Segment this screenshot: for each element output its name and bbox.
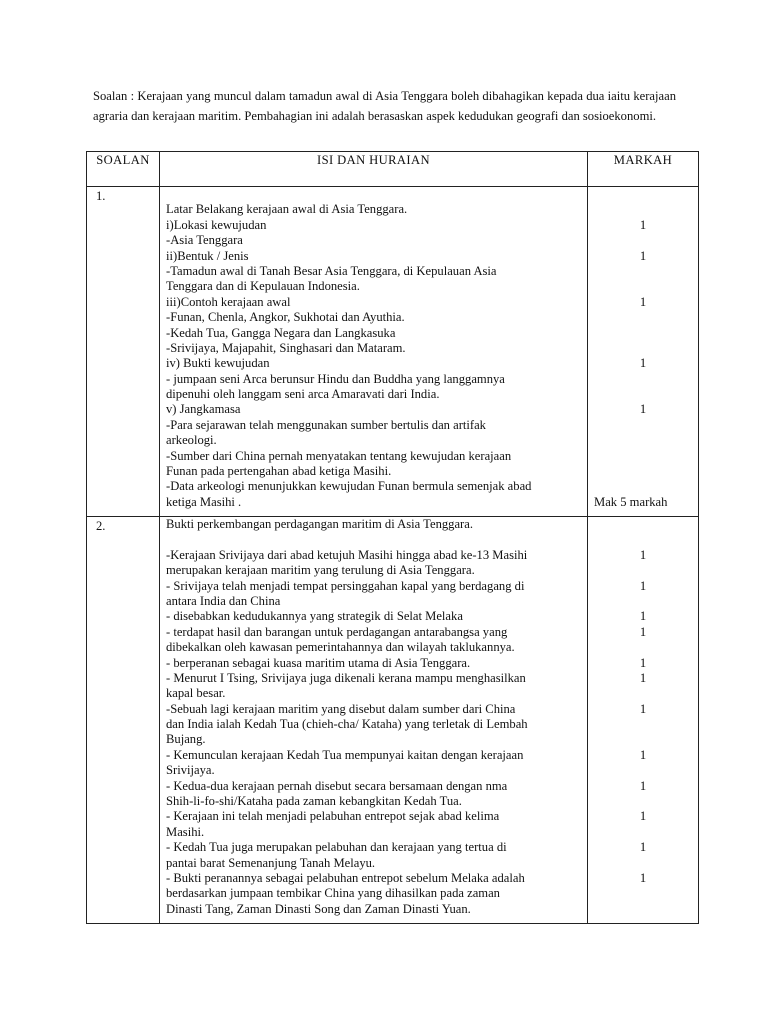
mark-value	[588, 202, 698, 217]
mark-value	[588, 563, 698, 578]
answer-line: - berperanan sebagai kuasa maritim utama di Asia Tenggara.	[166, 655, 471, 670]
answer-line: - Kedua-dua kerajaan pernah disebut secara bersamaan dengan nma	[166, 778, 508, 793]
mark-value: 1	[639, 870, 647, 885]
answer-line: -Kerajaan Srivijaya dari abad ketujuh Masihi hingga abad ke-13 Masihi	[166, 547, 528, 562]
answer-line: berdasarkan jumpaan tembikar China yang dihasilkan pada zaman	[166, 886, 500, 901]
mark-value	[588, 449, 698, 464]
mark-value	[588, 418, 698, 433]
answer-line: dipenuhi oleh langgam seni arca Amaravati dari India.	[166, 387, 440, 402]
answer-line: - terdapat hasil dan barangan untuk perdagangan antarabangsa yang	[166, 624, 508, 639]
mark-value	[588, 233, 698, 248]
header-soalan: SOALAN	[87, 152, 160, 187]
header-markah: MARKAH	[588, 152, 699, 187]
mark-value	[588, 763, 698, 778]
answer-line: merupakan kerajaan maritim yang terulung di Asia Tenggara.	[166, 563, 475, 578]
answer-line: -Asia Tenggara	[166, 233, 243, 248]
answer-line: - Kedah Tua juga merupakan pelabuhan dan kerajaan yang tertua di	[166, 840, 507, 855]
table-header-row	[87, 152, 699, 187]
mark-value	[588, 902, 698, 917]
mark-value	[588, 732, 698, 747]
mark-value	[588, 387, 698, 402]
answer-line: Funan pada pertengahan abad ketiga Masihi.	[166, 464, 392, 479]
mark-value: 1	[639, 356, 647, 371]
question-text: Soalan : Kerajaan yang muncul dalam tamadun awal di Asia Tenggara boleh dibahagikan kepada dua iaitu kerajaan agraria dan kerajaan maritim. Pembahagian ini adalah berasaskan aspek kedudukan geografi dan sosioekonomi.	[93, 89, 676, 123]
mark-value	[588, 279, 698, 294]
answer-line: -Data arkeologi menunjukkan kewujudan Funan bermula semenjak abad	[166, 479, 532, 494]
mark-value	[588, 433, 698, 448]
answer-content	[160, 187, 588, 517]
table-row	[87, 187, 699, 517]
mark-value	[588, 341, 698, 356]
mark-value	[588, 517, 698, 532]
answer-line: -Tamadun awal di Tanah Besar Asia Tenggara, di Kepulauan Asia	[166, 263, 497, 278]
marks-column	[588, 517, 699, 924]
mark-value	[588, 326, 698, 341]
answer-line	[166, 532, 581, 547]
answer-line: iii)Contoh kerajaan awal	[166, 294, 291, 309]
answer-line: Bujang.	[166, 732, 206, 747]
answer-line: Dinasti Tang, Zaman Dinasti Song dan Zaman Dinasti Yuan.	[166, 901, 471, 916]
answer-line: ketiga Masihi .	[166, 494, 242, 509]
answer-line: - jumpaan seni Arca berunsur Hindu dan Buddha yang langgamnya	[166, 371, 505, 386]
mark-value: 1	[639, 809, 647, 824]
mark-value	[588, 856, 698, 871]
mark-value: 1	[639, 655, 647, 670]
answer-line	[166, 187, 581, 202]
mark-value	[588, 187, 698, 202]
mark-value	[588, 686, 698, 701]
answer-line: Masihi.	[166, 824, 205, 839]
mark-value: 1	[639, 402, 647, 417]
answer-line: kapal besar.	[166, 686, 226, 701]
question-number: 2.	[87, 517, 160, 924]
answer-line: - Bukti peranannya sebagai pelabuhan entrepot sebelum Melaka adalah	[166, 870, 525, 885]
answer-line: -Funan, Chenla, Angkor, Sukhotai dan Ayuthia.	[166, 310, 405, 325]
answer-line: dibekalkan oleh kawasan pemerintahannya dan wilayah taklukannya.	[166, 640, 515, 655]
mark-value: 1	[639, 747, 647, 762]
mark-value	[588, 264, 698, 279]
answer-line: pantai barat Semenanjung Tanah Melayu.	[166, 855, 376, 870]
answer-scheme-table	[86, 151, 699, 924]
answer-line: iv) Bukti kewujudan	[166, 356, 270, 371]
mark-value: 1	[639, 248, 647, 263]
answer-line: - Srivijaya telah menjadi tempat persinggahan kapal yang berdagang di	[166, 578, 525, 593]
answer-line: - Menurut I Tsing, Srivijaya juga dikenali kerana mampu menghasilkan	[166, 670, 526, 685]
mark-value	[588, 479, 698, 494]
mark-value: 1	[639, 609, 647, 624]
answer-line: dan India ialah Kedah Tua (chieh-cha/ Kataha) yang terletak di Lembah	[166, 717, 528, 732]
answer-line: Srivijaya.	[166, 763, 215, 778]
answer-line: Latar Belakang kerajaan awal di Asia Tenggara.	[166, 202, 408, 217]
mark-value	[588, 717, 698, 732]
header-isi-huraian: ISI DAN HURAIAN	[160, 152, 588, 187]
mark-value	[588, 640, 698, 655]
answer-line: i)Lokasi kewujudan	[166, 217, 267, 232]
answer-line: ii)Bentuk / Jenis	[166, 248, 249, 263]
answer-line: - Kerajaan ini telah menjadi pelabuhan entrepot sejak abad kelima	[166, 809, 500, 824]
question-number: 1.	[87, 187, 160, 517]
mark-value: 1	[639, 778, 647, 793]
answer-line: Tenggara dan di Kepulauan Indonesia.	[166, 279, 360, 294]
answer-line: antara India dan China	[166, 593, 281, 608]
answer-content	[160, 517, 588, 924]
mark-value	[588, 794, 698, 809]
answer-line: -Sebuah lagi kerajaan maritim yang disebut dalam sumber dari China	[166, 701, 516, 716]
answer-line: -Srivijaya, Majapahit, Singhasari dan Mataram.	[166, 340, 406, 355]
mark-value: 1	[639, 578, 647, 593]
mark-value	[588, 825, 698, 840]
answer-line: Bukti perkembangan perdagangan maritim di Asia Tenggara.	[166, 517, 473, 531]
answer-line: v) Jangkamasa	[166, 402, 241, 417]
mark-value: 1	[639, 547, 647, 562]
mark-value	[588, 372, 698, 387]
answer-line: Shih-li-fo-shi/Kataha pada zaman kebangkitan Kedah Tua.	[166, 794, 462, 809]
mark-value	[588, 532, 698, 547]
answer-line: arkeologi.	[166, 433, 217, 448]
answer-line: - Kemunculan kerajaan Kedah Tua mempunyai kaitan dengan kerajaan	[166, 747, 524, 762]
answer-line: -Sumber dari China pernah menyatakan tentang kewujudan kerajaan	[166, 448, 512, 463]
mark-value: 1	[639, 624, 647, 639]
mark-value: 1	[639, 701, 647, 716]
table-row	[87, 517, 699, 924]
answer-line: -Para sejarawan telah menggunakan sumber bertulis dan artifak	[166, 417, 486, 432]
marks-column	[588, 187, 699, 517]
answer-line: -Kedah Tua, Gangga Negara dan Langkasuka	[166, 325, 396, 340]
max-marks-label: Mak 5 markah	[594, 494, 668, 509]
answer-line: - disebabkan kedudukannya yang strategik di Selat Melaka	[166, 609, 463, 624]
mark-value: 1	[639, 217, 647, 232]
mark-value: 1	[639, 670, 647, 685]
mark-value	[588, 310, 698, 325]
mark-value: 1	[639, 840, 647, 855]
mark-value	[588, 886, 698, 901]
mark-value: 1	[639, 294, 647, 309]
mark-value	[588, 594, 698, 609]
mark-value	[588, 464, 698, 479]
